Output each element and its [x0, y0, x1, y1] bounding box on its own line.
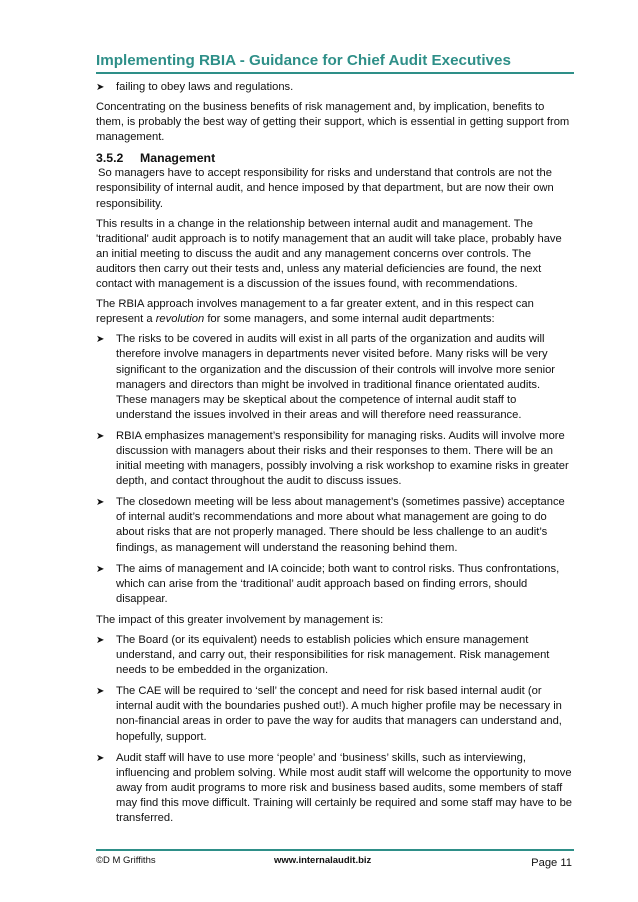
footer-website: www.internalaudit.biz	[274, 855, 372, 866]
list-item	[96, 684, 574, 744]
arrow-bullet-icon: ➤	[96, 82, 105, 93]
arrow-bullet-icon: ➤	[96, 430, 105, 442]
list-item	[96, 633, 574, 678]
paragraph-3-emphasis: revolution	[155, 313, 205, 326]
paragraph-1: So managers have to accept responsibility for risks and understand that controls are not the responsibility of internal audit, and hence imposed by that department, but are now their own responsibility.	[96, 167, 554, 210]
footer-rule	[96, 849, 574, 851]
arrow-bullet-icon: ➤	[96, 497, 105, 509]
arrow-bullet-icon: ➤	[96, 563, 105, 575]
list-item-text: The Board (or its equivalent) needs to establish policies which ensure management understand, and carry out, their responsibilities for risk management. Risk management needs to be embedded in the organization.	[116, 634, 550, 677]
rbia-bullet-list	[96, 332, 574, 607]
section-heading	[96, 151, 574, 166]
paragraph-3-start: The RBIA approach involves management to a far greater extent, and in this respect can represent a	[96, 298, 534, 326]
paragraph-3	[96, 297, 574, 327]
page-header-title: Implementing RBIA - Guidance for Chief Audit Executives	[96, 52, 511, 69]
list-item-text: The risks to be covered in audits will exist in all parts of the organization and audits will therefore involve managers in departments never visited before. Many risks will be very significant to the organization and the discussion of their controls will involve more senior managers and directors than might be involved in traditional finance orientated audits. These managers may be skeptical about the competence of internal audit staff to understand the issues involved in their areas and will therefore need reassurance.	[116, 333, 556, 421]
intro-paragraph: Concentrating on the business benefits of risk management and, by implication, benefits to them, is probably the best way of getting their support, which is essential in getting support from management.	[96, 101, 570, 144]
section-number: 3.5.2	[96, 151, 124, 166]
paragraph-3-end: for some managers, and some internal audit departments:	[204, 313, 495, 326]
footer-copyright: ©D M Griffiths	[96, 855, 156, 866]
list-item-text: Audit staff will have to use more ‘people’ and ‘business’ skills, such as interviewing, influencing and problem solving. While most audit staff will welcome the opportunity to move away from audit programs to more risk and business based audits, some members of staff may find this move difficult. Training will certainly be required and some staff may have to be transferred.	[116, 751, 573, 825]
list-item-text: RBIA emphasizes management’s responsibility for managing risks. Audits will involve more discussion with managers about their risks and their responses to them. There will be an initial meeting with managers, possibly involving a risk workshop to examine risks in greater depth, and contact throughout the audit to discuss issues.	[116, 429, 569, 488]
list-item	[96, 332, 574, 423]
arrow-bullet-icon: ➤	[96, 752, 105, 764]
list-item	[96, 80, 574, 95]
list-item-text: The closedown meeting will be less about management’s (sometimes passive) acceptance of internal audit’s recommendations and more about what management are going to do about risks that are not properly managed. There should be less challenge to an audit’s findings, as management will understand the reasoning behind them.	[116, 496, 565, 554]
page-number: Page 11	[531, 857, 572, 869]
paragraph-2: This results in a change in the relationship between internal audit and management. The 'traditional' audit approach is to notify management that an audit will take place, probably have an initial meeting to discuss the audit and any management concerns over controls. The auditors then carry out their tests and, unless any material deficiencies are found, the next contact with management is a discussion of the issues found, with recommendations.	[96, 217, 562, 291]
list-item-text: The CAE will be required to ‘sell’ the concept and need for risk based internal audit (or internal audit with the boundaries pushed out!). A much higher profile may be necessary in non-financial areas in order to pave the way for audits that managers can understand and, hopefully, support.	[116, 685, 562, 743]
intro-bullet-list	[96, 80, 574, 95]
list-item	[96, 562, 574, 607]
arrow-bullet-icon: ➤	[96, 334, 105, 346]
list-item	[96, 429, 574, 489]
arrow-bullet-icon: ➤	[96, 635, 105, 646]
impact-bullet-list	[96, 633, 574, 826]
paragraph-4: The impact of this greater involvement by management is:	[96, 613, 384, 626]
page-body	[96, 52, 574, 832]
list-item	[96, 495, 574, 555]
page-footer	[96, 853, 574, 873]
header-rule	[96, 72, 574, 74]
list-item-text: The aims of management and IA coincide; both want to control risks. Thus confrontations, which can arise from the ‘traditional’ audit approach based on finding errors, should disappear.	[116, 562, 560, 605]
arrow-bullet-icon: ➤	[96, 686, 105, 698]
list-item	[96, 751, 574, 826]
section-title: Management	[140, 151, 216, 166]
list-item-text: failing to obey laws and regulations.	[116, 81, 294, 93]
